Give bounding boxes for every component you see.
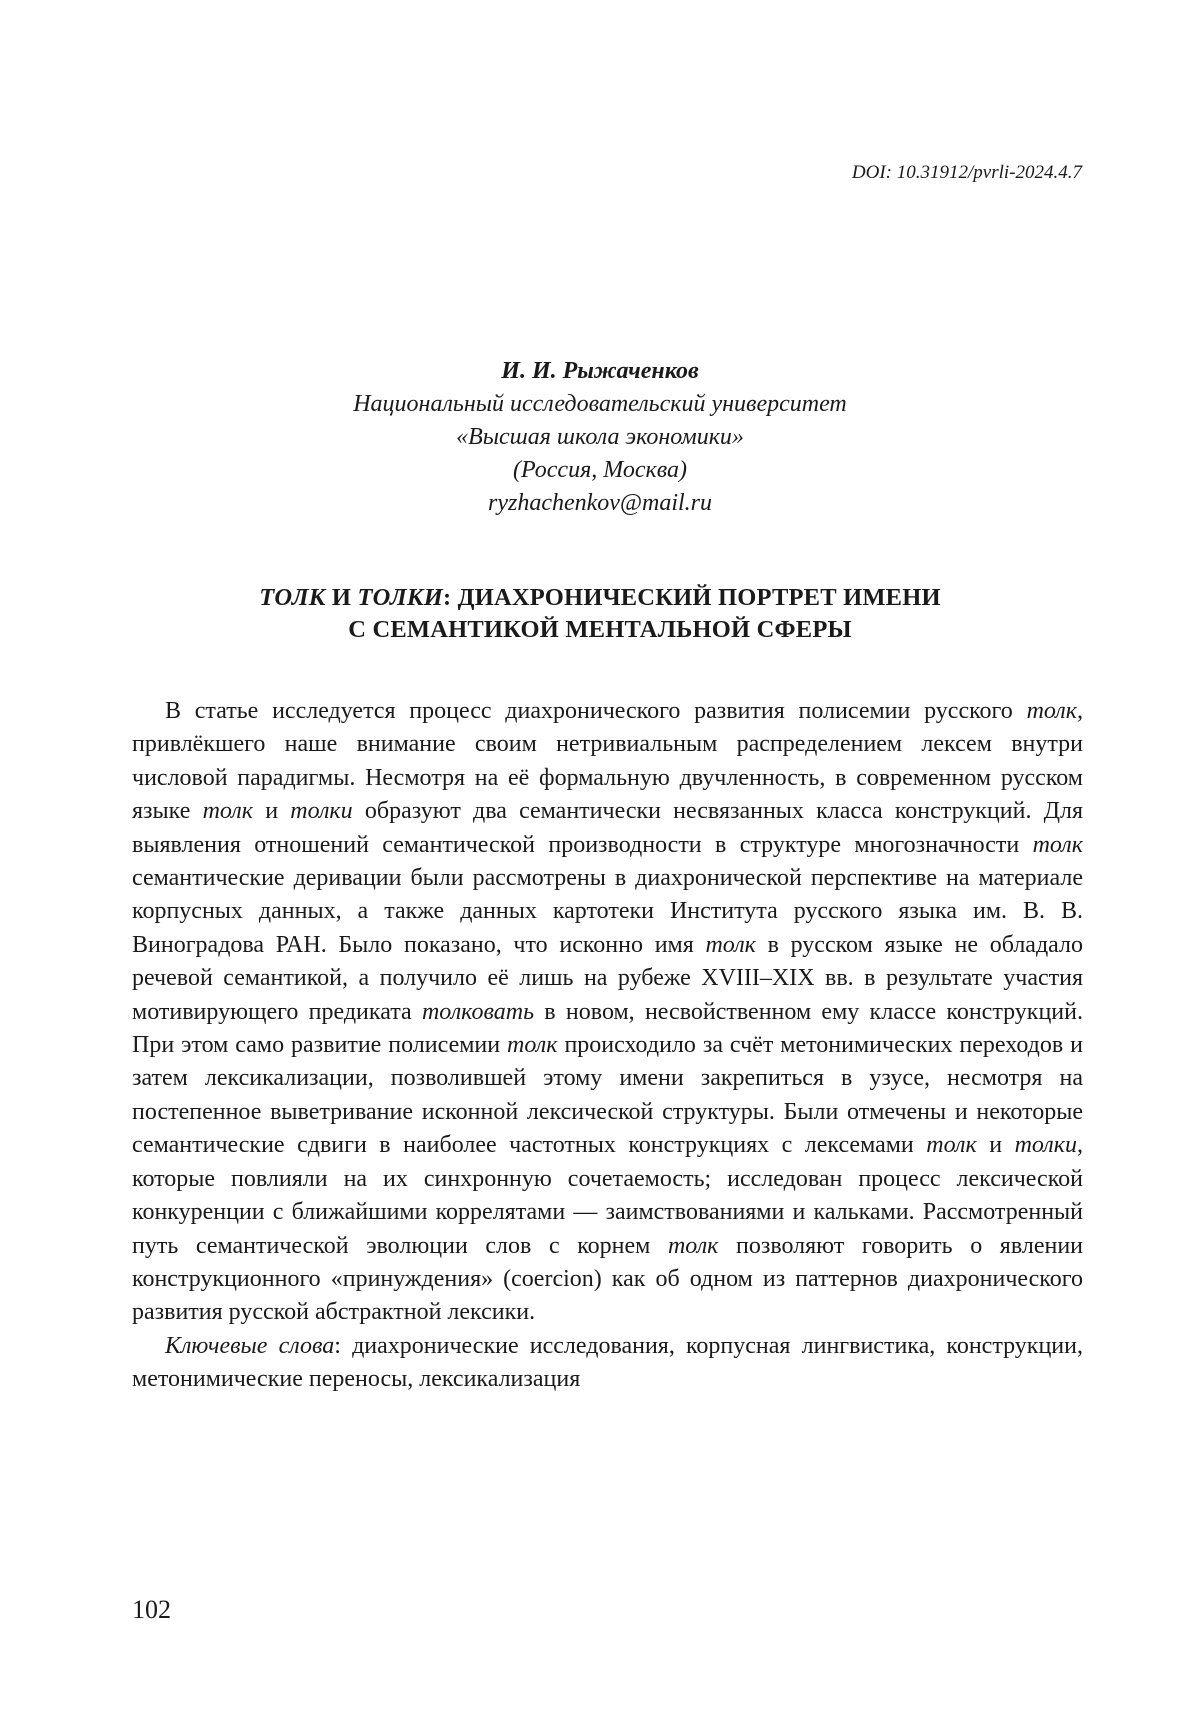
abstract-term: толк xyxy=(926,1132,977,1159)
abstract-text: образуют два семантически несвязанных класса конструкций. Для выявления отношений семантической производности в структуре многозначности xyxy=(132,798,1084,858)
author-email[interactable]: ryzhachenkov@mail.ru xyxy=(487,490,713,516)
abstract-term: толки xyxy=(1014,1132,1077,1159)
abstract-term: толк xyxy=(507,1032,558,1059)
author-name: И. И. Рыжаченков xyxy=(501,358,699,384)
abstract-text: и xyxy=(976,1132,1015,1159)
keywords-text: : диахронические исследования, корпусная лингвистика, конструкции, метонимические переносы, лексикализация xyxy=(132,1332,1083,1393)
abstract-text: в русском языке не обладало речевой семантикой, а получило её лишь на рубеже XVIII–XIX вв. в результате участия мотивирующего предиката xyxy=(132,931,1083,1025)
abstract-term: толк xyxy=(705,931,756,958)
title-and: И xyxy=(325,584,358,611)
title-rest: : ДИАХРОНИЧЕСКИЙ ПОРТРЕТ ИМЕНИ xyxy=(443,584,941,611)
abstract-term: толк xyxy=(1032,831,1083,858)
abstract-text: , которые повлияли на их синхронную сочетаемость; исследован процесс лексической конкуренции с ближайшими коррелятами — заимствованиями и кальками. Рассмотренный путь семантической эволюции слов с корнем xyxy=(132,1132,1083,1259)
abstract xyxy=(132,695,1083,1397)
author-location: (Россия, Москва) xyxy=(512,457,688,483)
abstract-paragraph xyxy=(132,695,1083,1330)
page-number: 102 xyxy=(132,1595,171,1624)
abstract-text: позволяют говорить о явлении конструкционного «принуждения» (coercion) как об одном из паттернов диахронического развития русской абстрактной лексики. xyxy=(132,1232,1084,1326)
abstract-term: толк, xyxy=(1026,698,1083,724)
abstract-text: семантические деривации были рассмотрены в диахронической перспективе на материале корпусных данных, а также данных картотеки Института русского языка им. В. В. Виноградова РАН. Было показано, что исконно имя xyxy=(132,865,1083,958)
article-title xyxy=(0,582,1200,646)
abstract-text: В статье исследуется процесс диахронического развития полисемии русского xyxy=(165,698,1027,724)
abstract-term: толковать xyxy=(421,998,534,1025)
title-line-2: С СЕМАНТИКОЙ МЕНТАЛЬНОЙ СФЕРЫ xyxy=(348,616,852,643)
abstract-term: толк xyxy=(202,798,253,825)
abstract-text: происходило за счёт метонимических переходов и затем лексикализации, позволившей этому имени закрепиться в узусе, несмотря на постепенное выветривание исконной лексической структуры. Были отмечены и некоторые семантические сдвиги в наиболее частотных конструкциях с лексемами xyxy=(132,1032,1083,1159)
affiliation-line-1: Национальный исследовательский университет xyxy=(353,391,847,417)
abstract-term: толк xyxy=(667,1232,719,1259)
abstract-term: толки xyxy=(290,798,353,825)
doi: DOI: 10.31912/pvrli-2024.4.7 xyxy=(851,162,1082,183)
author-block xyxy=(0,355,1200,520)
abstract-text: привлёкшего наше внимание своим нетривиальным распределением лексем внутри числовой парадигмы. Несмотря на её формальную двучленность, в современном русском языке xyxy=(132,731,1083,825)
title-word-tolk: ТОЛК xyxy=(259,584,326,611)
title-word-tolki: ТОЛКИ xyxy=(357,584,443,611)
abstract-text: и xyxy=(253,798,291,825)
abstract-text: в новом, несвойственном ему классе конструкций. При этом само развитие полисемии xyxy=(132,998,1083,1059)
affiliation-line-2: «Высшая школа экономики» xyxy=(456,424,744,450)
title-line-1 xyxy=(0,582,1200,614)
keywords-label: Ключевые слова xyxy=(165,1332,335,1359)
keywords xyxy=(132,1330,1083,1397)
